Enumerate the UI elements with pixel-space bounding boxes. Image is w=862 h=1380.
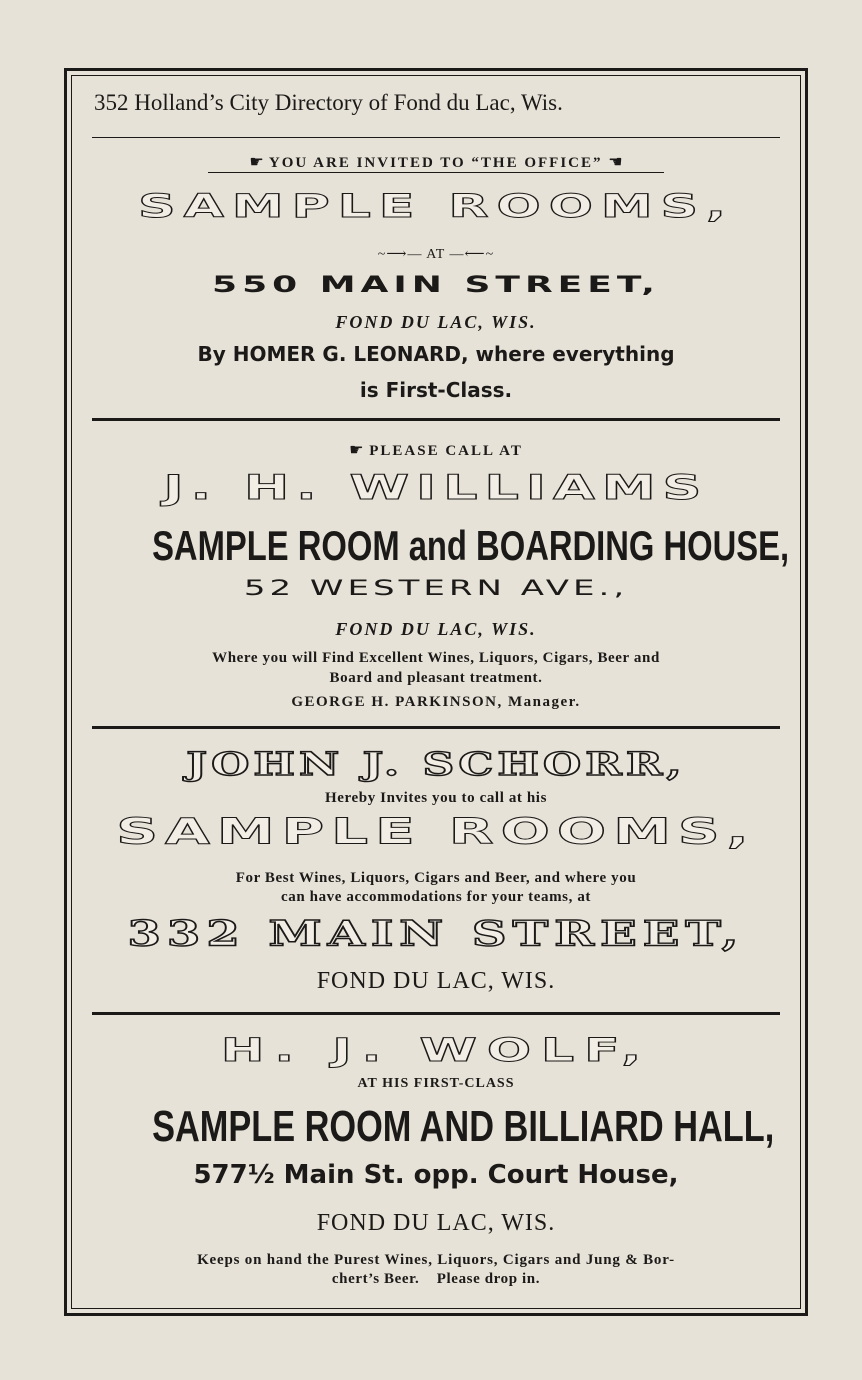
ad1-at-line — [72, 246, 800, 263]
ad1-body-line1: By HOMER G. LEONARD, where everything — [197, 342, 675, 366]
ad3-invite: Hereby Invites you to call at his — [324, 790, 548, 806]
ad2-city: FOND DU LAC, WIS. — [335, 619, 537, 639]
pointing-hand-left-icon: ☚ — [608, 154, 623, 171]
pointing-hand-right-icon: ☛ — [349, 442, 364, 459]
page-header: 352 Holland’s City Directory of Fond du Lac, Wis. — [94, 90, 563, 115]
ad4-sub: AT HIS FIRST-CLASS — [357, 1076, 515, 1091]
ad3-address: 332 MAIN STREET, — [127, 914, 745, 955]
ad2-divider — [92, 726, 780, 729]
ad4-body-line2: chert’s Beer. Please drop in. — [331, 1271, 541, 1287]
ad2-body-line2: Board and pleasant treatment. — [329, 670, 543, 686]
ad1-at: AT — [426, 247, 446, 262]
ad4-city: FOND DU LAC, WIS. — [316, 1210, 556, 1236]
ad2-call: PLEASE CALL AT — [369, 443, 523, 459]
ad4-address: 577½ Main St. opp. Court House, — [193, 1160, 679, 1190]
ad1-title: SAMPLE ROOMS, — [138, 188, 734, 226]
ad3-name: JOHN J. SCHORR, — [186, 746, 686, 783]
ad4-business: SAMPLE ROOM AND BILLIARD HALL, — [152, 1102, 775, 1151]
ad1-body-line2: is First-Class. — [359, 378, 513, 402]
ad1-city: FOND DU LAC, WIS. — [335, 312, 537, 332]
invite-underline — [208, 172, 664, 173]
ad3-body-line2: can have accommodations for your teams, at — [280, 889, 592, 905]
ad2-manager: GEORGE H. PARKINSON, Manager. — [291, 694, 581, 710]
ad1-invite-line — [72, 152, 800, 172]
ad4-body-line1: Keeps on hand the Purest Wines, Liquors, Cigars and Jung & Bor- — [197, 1252, 675, 1268]
right-ornament-icon: —⟵~ — [449, 247, 495, 262]
ad1-divider — [92, 418, 780, 421]
ad4-name: H. J. WOLF, — [220, 1032, 652, 1070]
page-content — [72, 76, 800, 1308]
ad1-address: 550 MAIN STREET, — [212, 272, 660, 298]
ad1-invite: YOU ARE INVITED TO “THE OFFICE” — [268, 155, 603, 171]
header-rule — [92, 137, 780, 138]
ad3-title: SAMPLE ROOMS, — [116, 810, 756, 853]
ad2-name: J. H. WILLIAMS — [163, 468, 709, 508]
ad2-call-line — [72, 440, 800, 460]
ad2-body-line1: Where you will Find Excellent Wines, Liquors, Cigars, Beer and — [212, 650, 660, 666]
ad3-divider — [92, 1012, 780, 1015]
pointing-hand-right-icon: ☛ — [249, 154, 264, 171]
ad3-city: FOND DU LAC, WIS. — [316, 968, 556, 994]
left-ornament-icon: ~⟶— — [377, 247, 423, 262]
ad2-business: SAMPLE ROOM and BOARDING HOUSE, — [152, 522, 790, 569]
ad3-body-line1: For Best Wines, Liquors, Cigars and Beer, and where you — [235, 870, 637, 886]
ad2-address: 52 WESTERN AVE., — [243, 576, 629, 601]
